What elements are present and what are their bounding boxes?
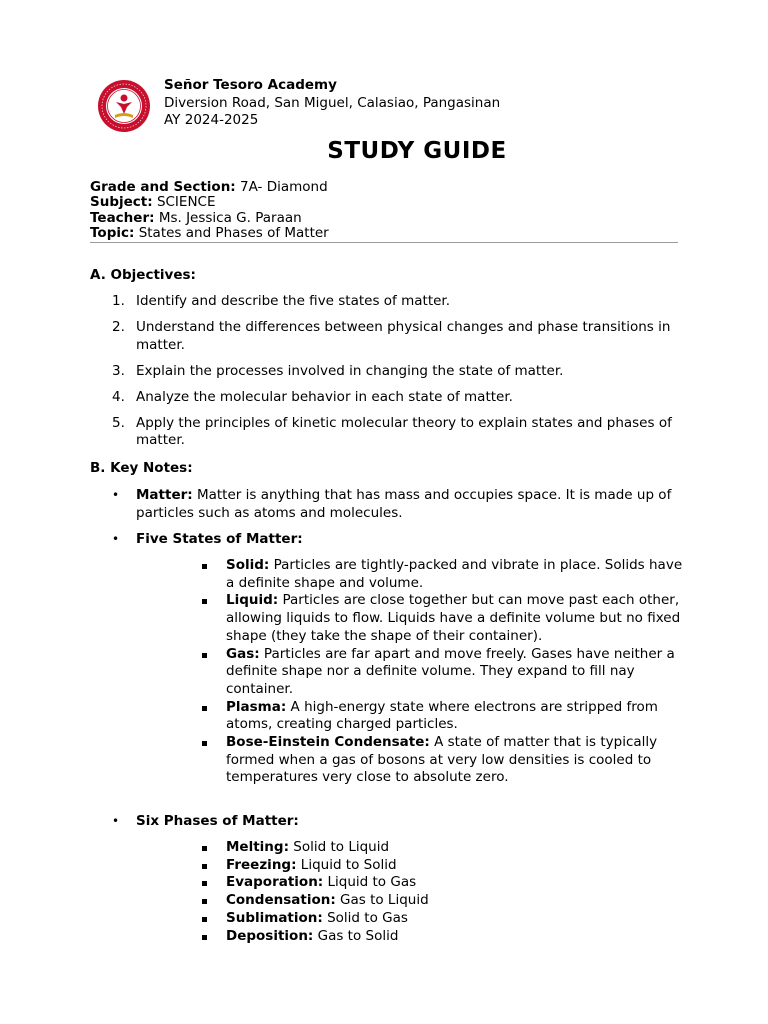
teacher-value: Ms. Jessica G. Paraan [158,209,302,226]
phase-item [200,892,690,910]
phase-text: Gas to Liquid [340,892,429,909]
square-bullet-icon [202,864,207,869]
topic-row [90,226,329,241]
phase-label: Deposition: [226,927,314,944]
phases-list [200,839,690,945]
phase-item [200,928,690,946]
objective-item [90,319,690,354]
objective-item [90,293,690,311]
phases-note [90,813,690,831]
objective-text: Identify and describe the five states of matter. [136,293,451,309]
objective-number: 5. [112,414,125,431]
square-bullet-icon [202,917,207,922]
list-item [90,487,690,522]
state-item [200,646,690,699]
objective-number: 3. [112,362,125,379]
teacher-row [90,211,329,226]
objective-item [90,415,690,450]
academic-year: AY 2024-2025 [164,112,259,128]
objective-item [90,389,690,407]
phase-label: Sublimation: [226,909,323,926]
square-bullet-icon [202,899,207,904]
state-label: Bose-Einstein Condensate: [226,734,430,751]
grade-row [90,180,329,195]
state-item [200,699,690,734]
phase-text: Liquid to Solid [300,856,397,873]
objectives-list [90,293,690,458]
state-item [200,557,690,592]
state-label: Gas: [226,645,260,662]
state-text: A high-energy state where electrons are stripped from atoms, creating charged particles. [226,698,658,733]
topic-label: Topic: [90,224,135,241]
bullet-icon: • [112,814,120,828]
topic-value: States and Phases of Matter [138,224,329,241]
grade-label: Grade and Section: [90,179,236,195]
phase-text: Gas to Solid [317,927,399,944]
school-logo [89,78,159,134]
matter-label: Matter: [136,487,193,503]
state-label: Liquid: [226,592,279,609]
teacher-label: Teacher: [90,209,155,226]
school-name: Señor Tesoro Academy [164,77,337,93]
divider [90,242,678,243]
objective-item [90,363,690,381]
phase-label: Freezing: [226,856,297,873]
square-bullet-icon [202,599,207,604]
school-header [164,77,500,130]
objectives-heading: A. Objectives: [90,267,196,283]
objective-number: 2. [112,319,125,335]
phase-label: Evaporation: [226,874,324,891]
phase-text: Liquid to Gas [327,874,417,891]
state-item [200,734,690,787]
square-bullet-icon [202,706,207,711]
square-bullet-icon [202,881,207,886]
phase-item [200,910,690,928]
square-bullet-icon [202,741,207,746]
phase-text: Solid to Gas [327,909,408,926]
list-item [90,813,690,831]
objective-number: 1. [112,293,125,309]
key-notes-heading: B. Key Notes: [90,460,193,476]
phase-label: Melting: [226,839,289,855]
phases-heading: Six Phases of Matter: [136,813,299,829]
state-label: Solid: [226,557,270,573]
state-text: A state of matter that is typically formed when a gas of bosons at very low densities is cooled to temperatures very close to absolute zero. [226,734,658,786]
subject-label: Subject: [90,194,153,211]
square-bullet-icon [202,653,207,658]
grade-value: 7A- Diamond [240,179,328,195]
bullet-icon: • [112,532,120,546]
school-address: Diversion Road, San Miguel, Calasiao, Pangasinan [164,94,501,111]
course-info [90,180,329,241]
objective-text: Analyze the molecular behavior in each state of matter. [136,388,513,405]
square-bullet-icon [202,846,207,851]
state-text: Particles are close together but can move past each other, allowing liquids to flow. Liquids have a definite volume but no fixed shape (they take the shape of their container). [226,592,681,644]
phase-label: Condensation: [226,892,336,909]
matter-text: Matter is anything that has mass and occupies space. It is made up of particles such as atoms and molecules. [136,487,672,521]
objective-text: Explain the processes involved in changing the state of matter. [136,362,564,379]
state-label: Plasma: [226,698,287,715]
objective-text: Understand the differences between physical changes and phase transitions in matter. [136,319,671,353]
phase-text: Solid to Liquid [293,839,390,855]
state-item [200,592,690,645]
objective-text: Apply the principles of kinetic molecular theory to explain states and phases of matter. [136,414,672,448]
states-heading: Five States of Matter: [136,531,303,547]
state-text: Particles are far apart and move freely. Gases have neither a definite shape nor a definite volume. They expand to fill nay container. [226,645,675,697]
phase-item [200,857,690,875]
states-note [90,531,690,549]
matter-note [90,487,690,522]
objective-number: 4. [112,388,125,405]
list-item [90,531,690,549]
square-bullet-icon [202,935,207,940]
state-text: Particles are tightly-packed and vibrate in place. Solids have a definite shape and volume. [226,557,683,591]
square-bullet-icon [202,564,207,569]
phase-item [200,839,690,857]
subject-row [90,195,329,210]
bullet-icon: • [112,488,120,502]
subject-value: SCIENCE [156,194,216,211]
page-title: STUDY GUIDE [327,138,507,164]
states-list [200,557,690,787]
phase-item [200,874,690,892]
